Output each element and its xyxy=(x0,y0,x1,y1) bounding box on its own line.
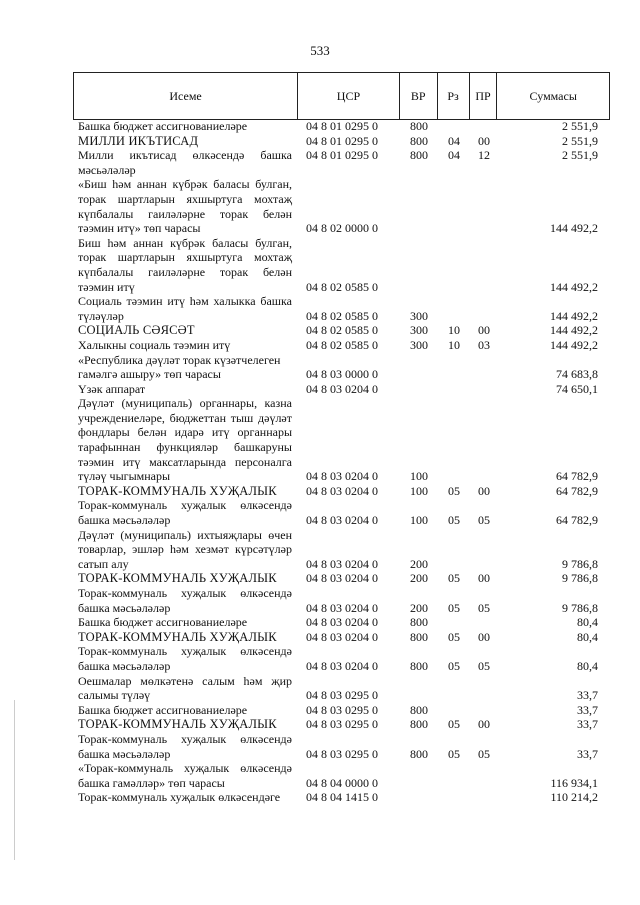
table-row xyxy=(73,119,610,134)
row-vr: 300 xyxy=(410,323,428,338)
page-number: 533 xyxy=(310,43,330,58)
row-rz: 04 xyxy=(448,133,460,148)
row-csr: 04 8 03 0204 0 xyxy=(306,381,378,396)
row-sum: 110 214,2 xyxy=(550,790,598,805)
row-pr: 03 xyxy=(478,337,490,352)
table-row xyxy=(73,790,610,805)
row-pr: 05 xyxy=(478,513,490,528)
row-rz: 05 xyxy=(448,717,460,732)
row-sum: 144 492,2 xyxy=(550,279,598,294)
row-sum: 33,7 xyxy=(577,717,598,732)
row-sum: 144 492,2 xyxy=(550,323,598,338)
row-pr: 05 xyxy=(478,658,490,673)
row-sum: 9 786,8 xyxy=(562,571,598,586)
row-name: Торак-коммуналь хуҗалык өлкәсендәге xyxy=(78,790,281,805)
row-csr: 04 8 01 0295 0 xyxy=(306,119,378,133)
row-csr: 04 8 02 0585 0 xyxy=(306,308,378,323)
row-vr: 200 xyxy=(410,600,428,615)
row-csr: 04 8 02 0000 0 xyxy=(306,221,378,236)
row-name: СОЦИАЛЬ СӘЯСӘТ xyxy=(78,323,195,338)
row-name: Башка бюджет ассигнованиеләре xyxy=(78,702,248,717)
row-name: Социаль тәэмин итү һәм халыкка башка түләүләр xyxy=(78,294,292,323)
row-rz: 05 xyxy=(448,513,460,528)
table-row xyxy=(73,498,610,527)
row-name: Оешмалар мөлкәтенә салым һәм җир салымы түләү xyxy=(78,673,292,703)
row-csr: 04 8 03 0204 0 xyxy=(306,629,378,644)
row-vr: 100 xyxy=(410,469,428,484)
header-name: Исеме xyxy=(74,73,298,119)
row-vr: 800 xyxy=(410,133,428,148)
row-sum: 74 650,1 xyxy=(556,381,598,396)
row-rz: 10 xyxy=(448,337,460,352)
table-row xyxy=(73,396,610,484)
row-csr: 04 8 04 0000 0 xyxy=(306,775,378,790)
row-csr: 04 8 03 0204 0 xyxy=(306,513,378,528)
row-vr: 100 xyxy=(410,513,428,528)
table-row xyxy=(73,732,610,761)
row-sum: 144 492,2 xyxy=(550,337,598,352)
row-name: ТОРАК-КОММУНАЛЬ ХУҖАЛЫК xyxy=(78,483,277,498)
row-vr: 800 xyxy=(410,615,428,630)
row-rz: 05 xyxy=(448,600,460,615)
row-name: «Республика дәүләт торак күзәтчелеген гамәлгә ашыру» төп чарасы xyxy=(78,352,281,382)
row-name: ТОРАК-КОММУНАЛЬ ХУҖАЛЫК xyxy=(78,717,277,732)
row-vr: 800 xyxy=(410,148,428,163)
row-pr: 12 xyxy=(478,148,490,163)
table-header xyxy=(73,72,610,120)
row-csr: 04 8 03 0204 0 xyxy=(306,571,378,586)
table-row xyxy=(73,177,610,235)
row-name: Дәүләт (муниципаль) ихтыяҗлары өчен товарлар, эшләр һәм хезмәт күрсәтүләр сатып алу xyxy=(78,527,292,571)
row-sum: 74 683,8 xyxy=(556,367,598,382)
row-csr: 04 8 02 0585 0 xyxy=(306,323,378,338)
row-rz: 05 xyxy=(448,571,460,586)
row-csr: 04 8 03 0295 0 xyxy=(306,717,378,732)
table-row xyxy=(73,703,610,718)
header-rz: Рз xyxy=(438,73,470,119)
row-csr: 04 8 03 0295 0 xyxy=(306,746,378,761)
row-csr: 04 8 04 1415 0 xyxy=(306,790,378,805)
row-rz: 10 xyxy=(448,323,460,338)
row-sum: 144 492,2 xyxy=(550,221,598,236)
row-vr: 800 xyxy=(410,658,428,673)
row-csr: 04 8 03 0204 0 xyxy=(306,556,378,571)
row-sum: 64 782,9 xyxy=(556,483,598,498)
row-sum: 80,4 xyxy=(577,629,598,644)
row-name: Биш һәм аннан күбрәк баласы булган, торак шартларын яхшыртуга мохтаҗ күпбалалы гаиләләрне торак белән тәэмин итү xyxy=(78,235,292,294)
row-vr: 800 xyxy=(410,717,428,732)
row-csr: 04 8 03 0204 0 xyxy=(306,615,378,630)
row-csr: 04 8 03 0204 0 xyxy=(306,658,378,673)
row-sum: 64 782,9 xyxy=(556,513,598,528)
row-name: Милли икътисад өлкәсендә башка мәсьәләләр xyxy=(78,148,292,177)
row-pr: 00 xyxy=(478,133,490,148)
row-csr: 04 8 03 0000 0 xyxy=(306,367,378,382)
table-row xyxy=(73,353,610,382)
row-rz: 05 xyxy=(448,746,460,761)
table-row xyxy=(73,644,610,673)
row-sum: 33,7 xyxy=(577,702,598,717)
row-name: «Торак-коммуналь хуҗалык өлкәсендә башка гамәлләр» төп чарасы xyxy=(78,761,292,790)
row-name: Халыкны социаль тәэмин итү xyxy=(78,337,231,352)
table-row xyxy=(73,761,610,790)
row-name: Торак-коммуналь хуҗалык өлкәсендә башка мәсьәләләр xyxy=(78,586,292,615)
row-sum: 64 782,9 xyxy=(556,469,598,484)
row-sum: 116 934,1 xyxy=(550,775,598,790)
table-row xyxy=(73,134,610,149)
table-row xyxy=(73,674,610,703)
row-name: Торак-коммуналь хуҗалык өлкәсендә башка мәсьәләләр xyxy=(78,644,292,673)
row-vr: 300 xyxy=(410,308,428,323)
row-sum: 9 786,8 xyxy=(562,556,598,571)
table-row xyxy=(73,571,610,586)
row-sum: 2 551,9 xyxy=(562,119,598,133)
row-vr: 300 xyxy=(410,337,428,352)
row-pr: 05 xyxy=(478,600,490,615)
row-name: Дәүләт (муниципаль) органнары, казна учреждениеләре, бюджеттан тыш дәүләт фондлары белән идарә итү органнары тарафыннан функцияләр башкаруны тәэмин итү максатларында персоналга түләү чыгымнары xyxy=(78,396,292,484)
table-body xyxy=(73,119,610,805)
table-row xyxy=(73,323,610,338)
table-row xyxy=(73,586,610,615)
scan-margin-line xyxy=(14,700,15,860)
row-sum: 2 551,9 xyxy=(562,133,598,148)
row-rz: 05 xyxy=(448,629,460,644)
row-name: Үзәк аппарат xyxy=(78,381,146,396)
row-sum: 33,7 xyxy=(577,746,598,761)
row-vr: 200 xyxy=(410,571,428,586)
row-name: Торак-коммуналь хуҗалык өлкәсендә башка мәсьәләләр xyxy=(78,498,292,528)
row-csr: 04 8 02 0585 0 xyxy=(306,337,378,352)
row-pr: 00 xyxy=(478,483,490,498)
header-sum: Суммасы xyxy=(529,88,577,103)
row-vr: 800 xyxy=(410,629,428,644)
row-pr: 00 xyxy=(478,717,490,732)
row-name: «Биш һәм аннан күбрәк баласы булган, торак шартларын яхшыртуга мохтаҗ күпбалалы гаиләләрне торак белән тәэмин итү» төп чарасы xyxy=(78,177,292,236)
row-sum: 80,4 xyxy=(577,615,598,630)
row-sum: 80,4 xyxy=(577,658,598,673)
row-csr: 04 8 03 0204 0 xyxy=(306,469,378,484)
row-pr: 05 xyxy=(478,746,490,761)
row-csr: 04 8 03 0204 0 xyxy=(306,483,378,498)
table-row xyxy=(73,484,610,499)
table-row xyxy=(73,717,610,732)
table-row xyxy=(73,236,610,294)
row-name: Торак-коммуналь хуҗалык өлкәсендә башка мәсьәләләр xyxy=(78,731,292,761)
row-csr: 04 8 01 0295 0 xyxy=(306,148,378,163)
row-sum: 9 786,8 xyxy=(562,600,598,615)
row-name: ТОРАК-КОММУНАЛЬ ХУҖАЛЫК xyxy=(78,571,277,586)
row-csr: 04 8 03 0204 0 xyxy=(306,600,378,615)
row-vr: 800 xyxy=(410,702,428,717)
row-rz: 04 xyxy=(448,148,460,163)
table-row xyxy=(73,338,610,353)
row-vr: 100 xyxy=(410,483,428,498)
table-row xyxy=(73,615,610,630)
row-pr: 00 xyxy=(478,571,490,586)
table-row xyxy=(73,382,610,397)
row-name: Башка бюджет ассигнованиеләре xyxy=(78,119,248,133)
row-vr: 200 xyxy=(410,556,428,571)
row-name: МИЛЛИ ИКЪТИСАД xyxy=(78,133,199,148)
row-vr: 800 xyxy=(410,746,428,761)
table-row xyxy=(73,148,610,177)
row-name: Башка бюджет ассигнованиеләре xyxy=(78,615,248,630)
header-pr: ПР xyxy=(470,73,498,119)
table-row xyxy=(73,294,610,323)
header-vr: ВР xyxy=(400,73,438,119)
row-name: ТОРАК-КОММУНАЛЬ ХУҖАЛЫК xyxy=(78,629,277,644)
header-csr: ЦСР xyxy=(298,73,400,119)
row-sum: 33,7 xyxy=(577,688,598,703)
row-pr: 00 xyxy=(478,629,490,644)
row-rz: 05 xyxy=(448,658,460,673)
row-csr: 04 8 03 0295 0 xyxy=(306,688,378,703)
row-pr: 00 xyxy=(478,323,490,338)
table-row xyxy=(73,528,610,572)
row-vr: 800 xyxy=(410,119,428,133)
row-csr: 04 8 02 0585 0 xyxy=(306,279,378,294)
table-row xyxy=(73,630,610,645)
row-csr: 04 8 03 0295 0 xyxy=(306,702,378,717)
row-csr: 04 8 01 0295 0 xyxy=(306,133,378,148)
row-rz: 05 xyxy=(448,483,460,498)
row-sum: 144 492,2 xyxy=(550,308,598,323)
row-sum: 2 551,9 xyxy=(562,148,598,163)
